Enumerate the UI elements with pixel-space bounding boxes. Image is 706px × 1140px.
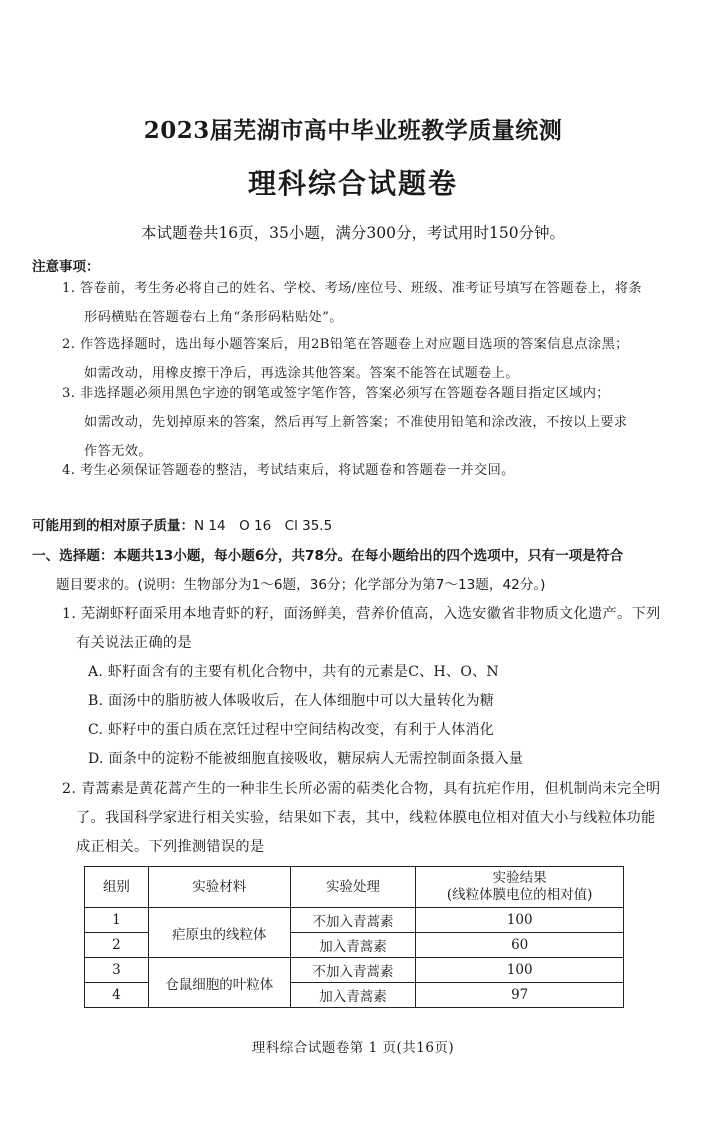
section-line-1: 一、选择题：本题共13小题，每小题6分，共78分。在每小题给出的四个选项中，只有一项是符合	[32, 548, 624, 564]
exam-subtitle: 理科综合试题卷	[247, 167, 458, 200]
header-result	[416, 867, 624, 908]
question-line: 1. 芜湖虾籽面采用本地青虾的籽，面汤鲜美，营养价值高，入选安徽省非物质文化遗产。下列	[62, 606, 661, 622]
treatment-cell: 不加入青蒿素	[290, 908, 416, 933]
notice-line: 作答无效。	[84, 444, 152, 459]
question-1-option-b: B. 面汤中的脂肪被人体吸收后，在人体细胞中可以大量转化为糖	[88, 693, 495, 709]
notice-line: 如需改动，先划掉原来的答案，然后再写上新答案；不准使用铅笔和涂改液，不按以上要求	[84, 415, 628, 430]
header-group: 组别	[85, 867, 149, 908]
header-result-note: (线粒体膜电位的相对值)	[446, 887, 593, 903]
exam-info: 本试题卷共16页，35小题，满分300分，考试用时150分钟。	[140, 224, 566, 242]
notice-item-1	[62, 274, 677, 332]
notice-item-3	[62, 379, 677, 466]
group-cell: 2	[85, 933, 149, 958]
question-1-stem	[62, 600, 677, 658]
notice-line: 如需改动，用橡皮擦干净后，再选涂其他答案。答案不能答在试题卷上。	[84, 366, 519, 381]
page-footer: 理科综合试题卷第 1 页(共16页)	[251, 1040, 455, 1056]
question-1-option-c: C. 虾籽中的蛋白质在烹饪过程中空间结构改变，有利于人体消化	[88, 722, 495, 738]
question-1-option-a: A. 虾籽面含有的主要有机化合物中，共有的元素是C、H、O、N	[88, 664, 499, 680]
question-line: 有关说法正确的是	[76, 635, 192, 651]
table-header-row	[85, 867, 624, 908]
notice-item-4	[62, 456, 677, 485]
treatment-cell: 不加入青蒿素	[290, 958, 416, 983]
atomic-mass-label: 可能用到的相对原子质量：	[32, 518, 194, 534]
result-cell: 60	[416, 933, 624, 958]
header-result-title: 实验结果	[492, 870, 547, 886]
question-line: 成正相关。下列推测错误的是	[76, 839, 265, 855]
notice-line: 3. 非选择题必须用黑色字迹的钢笔或签字笔作答，答案必须写在答题卷各题目指定区域内；	[62, 386, 610, 401]
table-row	[85, 908, 624, 933]
exam-title: 2023届芜湖市高中毕业班教学质量统测	[143, 117, 563, 144]
atomic-mass-values: N 14 O 16 Cl 35.5	[194, 518, 333, 534]
notice-line: 1. 答卷前，考生务必将自己的姓名、学校、考场/座位号、班级、准考证号填写在答题卷上，将条	[62, 281, 642, 296]
group-cell: 4	[85, 983, 149, 1008]
notice-line: 4. 考生必须保证答题卷的整洁，考试结束后，将试题卷和答题卷一并交回。	[62, 463, 515, 478]
question-1-option-d: D. 面条中的淀粉不能被细胞直接吸收，糖尿病人无需控制面条摄入量	[88, 751, 524, 767]
material-cell: 仓鼠细胞的叶粒体	[148, 958, 290, 1008]
experiment-table	[84, 866, 624, 1008]
group-cell: 1	[85, 908, 149, 933]
atomic-mass-line	[32, 514, 332, 534]
notice-line: 2. 作答选择题时，选出每小题答案后，用2B铅笔在答题卷上对应题目选项的答案信息点涂黑；	[62, 337, 629, 352]
header-material: 实验材料	[148, 867, 290, 908]
section-heading	[32, 542, 682, 600]
notice-heading: 注意事项：	[32, 259, 100, 275]
question-2-stem	[62, 775, 677, 862]
result-cell: 97	[416, 983, 624, 1008]
section-line-2: 题目要求的。(说明：生物部分为1～6题，36分；化学部分为第7～13题，42分。)	[56, 577, 546, 593]
question-line: 2. 青蒿素是黄花蒿产生的一种非生长所必需的萜类化合物，具有抗疟作用，但机制尚未完全明	[62, 781, 661, 797]
question-line: 了。我国科学家进行相关实验，结果如下表，其中，线粒体膜电位相对值大小与线粒体功能	[76, 810, 656, 826]
table-row	[85, 958, 624, 983]
group-cell: 3	[85, 958, 149, 983]
treatment-cell: 加入青蒿素	[290, 933, 416, 958]
notice-line: 形码横贴在答题卷右上角“条形码粘贴处”。	[84, 310, 343, 325]
header-treatment: 实验处理	[290, 867, 416, 908]
result-cell: 100	[416, 958, 624, 983]
treatment-cell: 加入青蒿素	[290, 983, 416, 1008]
result-cell: 100	[416, 908, 624, 933]
material-cell: 疟原虫的线粒体	[148, 908, 290, 958]
